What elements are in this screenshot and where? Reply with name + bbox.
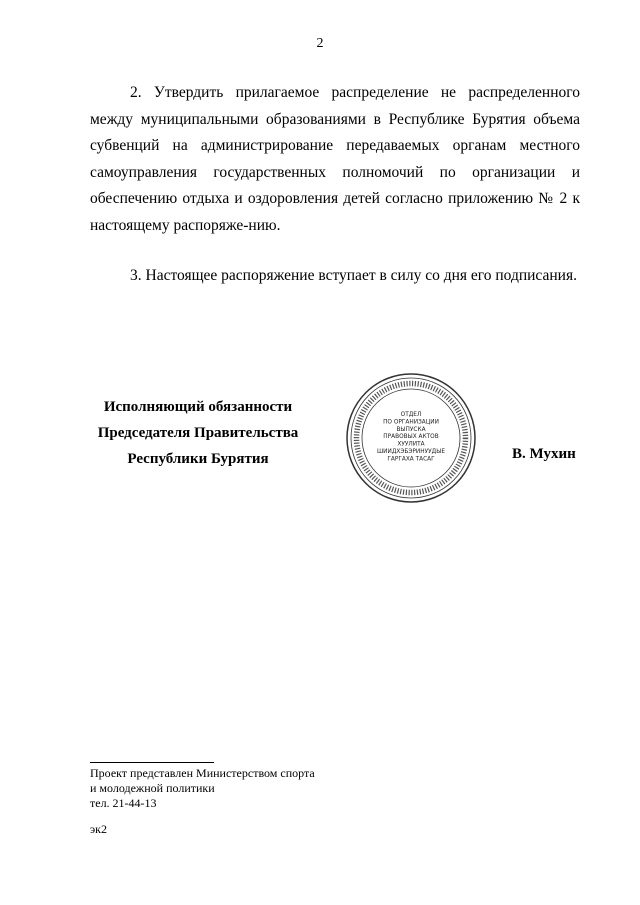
signatory-title-line-1: Исполняющий обязанности [103, 399, 293, 415]
footnote [90, 766, 315, 811]
signatory-title-line-2: Председателя Правительства [97, 425, 299, 441]
page-number: 2 [316, 36, 324, 51]
signatory-title [88, 394, 308, 472]
seal-text-line: ХУУЛИТА [397, 441, 425, 448]
signatory-title-line-3: Республики Бурятия [127, 451, 269, 467]
footnote-separator [90, 762, 214, 763]
seal-text-line: ПРАВОВЫХ АКТОВ [383, 434, 439, 441]
seal-text-line: ГАРГАХА ТАСАГ [387, 456, 435, 463]
seal-text-line: ОТДЕЛ [400, 412, 422, 418]
document-code: эк2 [90, 822, 107, 836]
official-seal [345, 372, 477, 504]
footnote-line-1: Проект представлен Министерством спорта [90, 766, 315, 780]
seal-text-line: ШИИДХЭБЭРИНУУДЫЕ [376, 449, 446, 455]
seal-text-line: ВЫПУСКА [396, 426, 426, 433]
paragraph-3: 3. Настоящее распоряжение вступает в силу со дня его подписания. [130, 267, 577, 284]
paragraph-2: 2. Утвердить прилагаемое распределение не распределенного между муниципальными образованиями в Республике Бурятия объема субвенций на администрирование передаваемых органам местного самоуправления государственных полномочий по организации и обеспечению отдыха и оздоровления детей согласно приложению № 2 к настоящему распоряже-нию. [90, 84, 580, 234]
footnote-line-2: и молодежной политики [90, 781, 215, 795]
signatory-name: В. Мухин [512, 446, 576, 462]
footnote-phone: тел. 21-44-13 [90, 796, 157, 810]
seal-text-line: ПО ОРГАНИЗАЦИИ [383, 419, 439, 426]
